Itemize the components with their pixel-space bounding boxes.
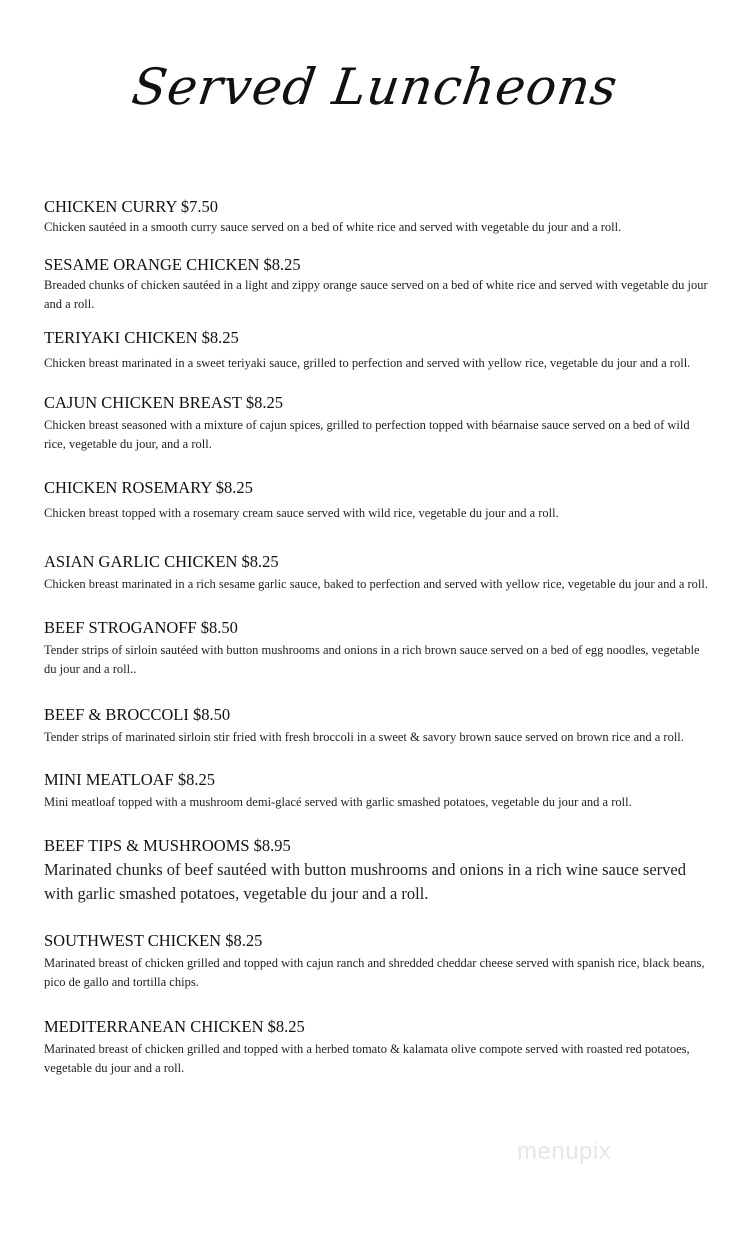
item-title: CHICKEN ROSEMARY $8.25 <box>44 478 253 497</box>
menu-item-mediterranean-chicken <box>44 1017 712 1077</box>
menu-item-southwest-chicken <box>44 931 712 991</box>
menupix-watermark: menupix <box>517 1138 612 1165</box>
item-title: MINI MEATLOAF $8.25 <box>44 770 215 789</box>
menu-item-chicken-curry <box>44 197 712 237</box>
menu-item-mini-meatloaf <box>44 770 712 812</box>
menu-item-asian-garlic-chicken <box>44 552 712 594</box>
page-title: Served Luncheons <box>128 58 622 116</box>
item-title: BEEF & BROCCOLI $8.50 <box>44 705 231 724</box>
item-description: Marinated breast of chicken grilled and topped with cajun ranch and shredded cheddar cheese served with spanish rice, black beans, pico de gallo and tortilla chips. <box>44 956 705 989</box>
menu-item-beef-stroganoff <box>44 618 712 678</box>
item-title: MEDITERRANEAN CHICKEN $8.25 <box>44 1017 305 1036</box>
item-title: CAJUN CHICKEN BREAST $8.25 <box>44 393 283 412</box>
menu-item-beef-broccoli <box>44 705 712 747</box>
item-description: Chicken breast seasoned with a mixture of cajun spices, grilled to perfection topped with béarnaise sauce served on a bed of wild rice, vegetable du jour, and a roll. <box>44 418 690 451</box>
item-description: Breaded chunks of chicken sautéed in a light and zippy orange sauce served on a bed of white rice and served with vegetable du jour and a roll. <box>44 278 708 311</box>
item-title: SESAME ORANGE CHICKEN $8.25 <box>44 255 301 274</box>
item-title: CHICKEN CURRY $7.50 <box>44 197 219 216</box>
item-description: Chicken breast marinated in a sweet teriyaki sauce, grilled to perfection and served with yellow rice, vegetable du jour and a roll. <box>44 356 691 370</box>
item-description: Marinated breast of chicken grilled and topped with a herbed tomato & kalamata olive compote served with roasted red potatoes, vegetable du jour and a roll. <box>44 1042 690 1075</box>
item-title: TERIYAKI CHICKEN $8.25 <box>44 328 239 347</box>
menu-item-sesame-orange-chicken <box>44 255 712 313</box>
item-title: ASIAN GARLIC CHICKEN $8.25 <box>44 552 279 571</box>
item-description: Chicken breast topped with a rosemary cream sauce served with wild rice, vegetable du jour and a roll. <box>44 506 559 520</box>
item-title: SOUTHWEST CHICKEN $8.25 <box>44 931 263 950</box>
item-description: Tender strips of sirloin sautéed with button mushrooms and onions in a rich brown sauce served on a bed of egg noodles, vegetable du jour and a roll.. <box>44 643 700 676</box>
item-description: Chicken breast marinated in a rich sesame garlic sauce, baked to perfection and served with yellow rice, vegetable du jour and a roll. <box>44 577 708 591</box>
item-description: Mini meatloaf topped with a mushroom demi-glacé served with garlic smashed potatoes, vegetable du jour and a roll. <box>44 795 632 809</box>
item-description: Marinated chunks of beef sautéed with button mushrooms and onions in a rich wine sauce served with garlic smashed potatoes, vegetable du jour and a roll. <box>44 860 686 903</box>
item-title: BEEF TIPS & MUSHROOMS $8.95 <box>44 836 291 855</box>
menu-item-cajun-chicken-breast <box>44 393 712 453</box>
menu-item-chicken-rosemary <box>44 478 712 523</box>
menu-item-beef-tips-mushrooms <box>44 836 712 906</box>
menu-item-teriyaki-chicken <box>44 328 712 373</box>
item-description: Tender strips of marinated sirloin stir fried with fresh broccoli in a sweet & savory brown sauce served on brown rice and a roll. <box>44 730 684 744</box>
item-description: Chicken sautéed in a smooth curry sauce served on a bed of white rice and served with vegetable du jour and a roll. <box>44 220 622 234</box>
item-title: BEEF STROGANOFF $8.50 <box>44 618 238 637</box>
